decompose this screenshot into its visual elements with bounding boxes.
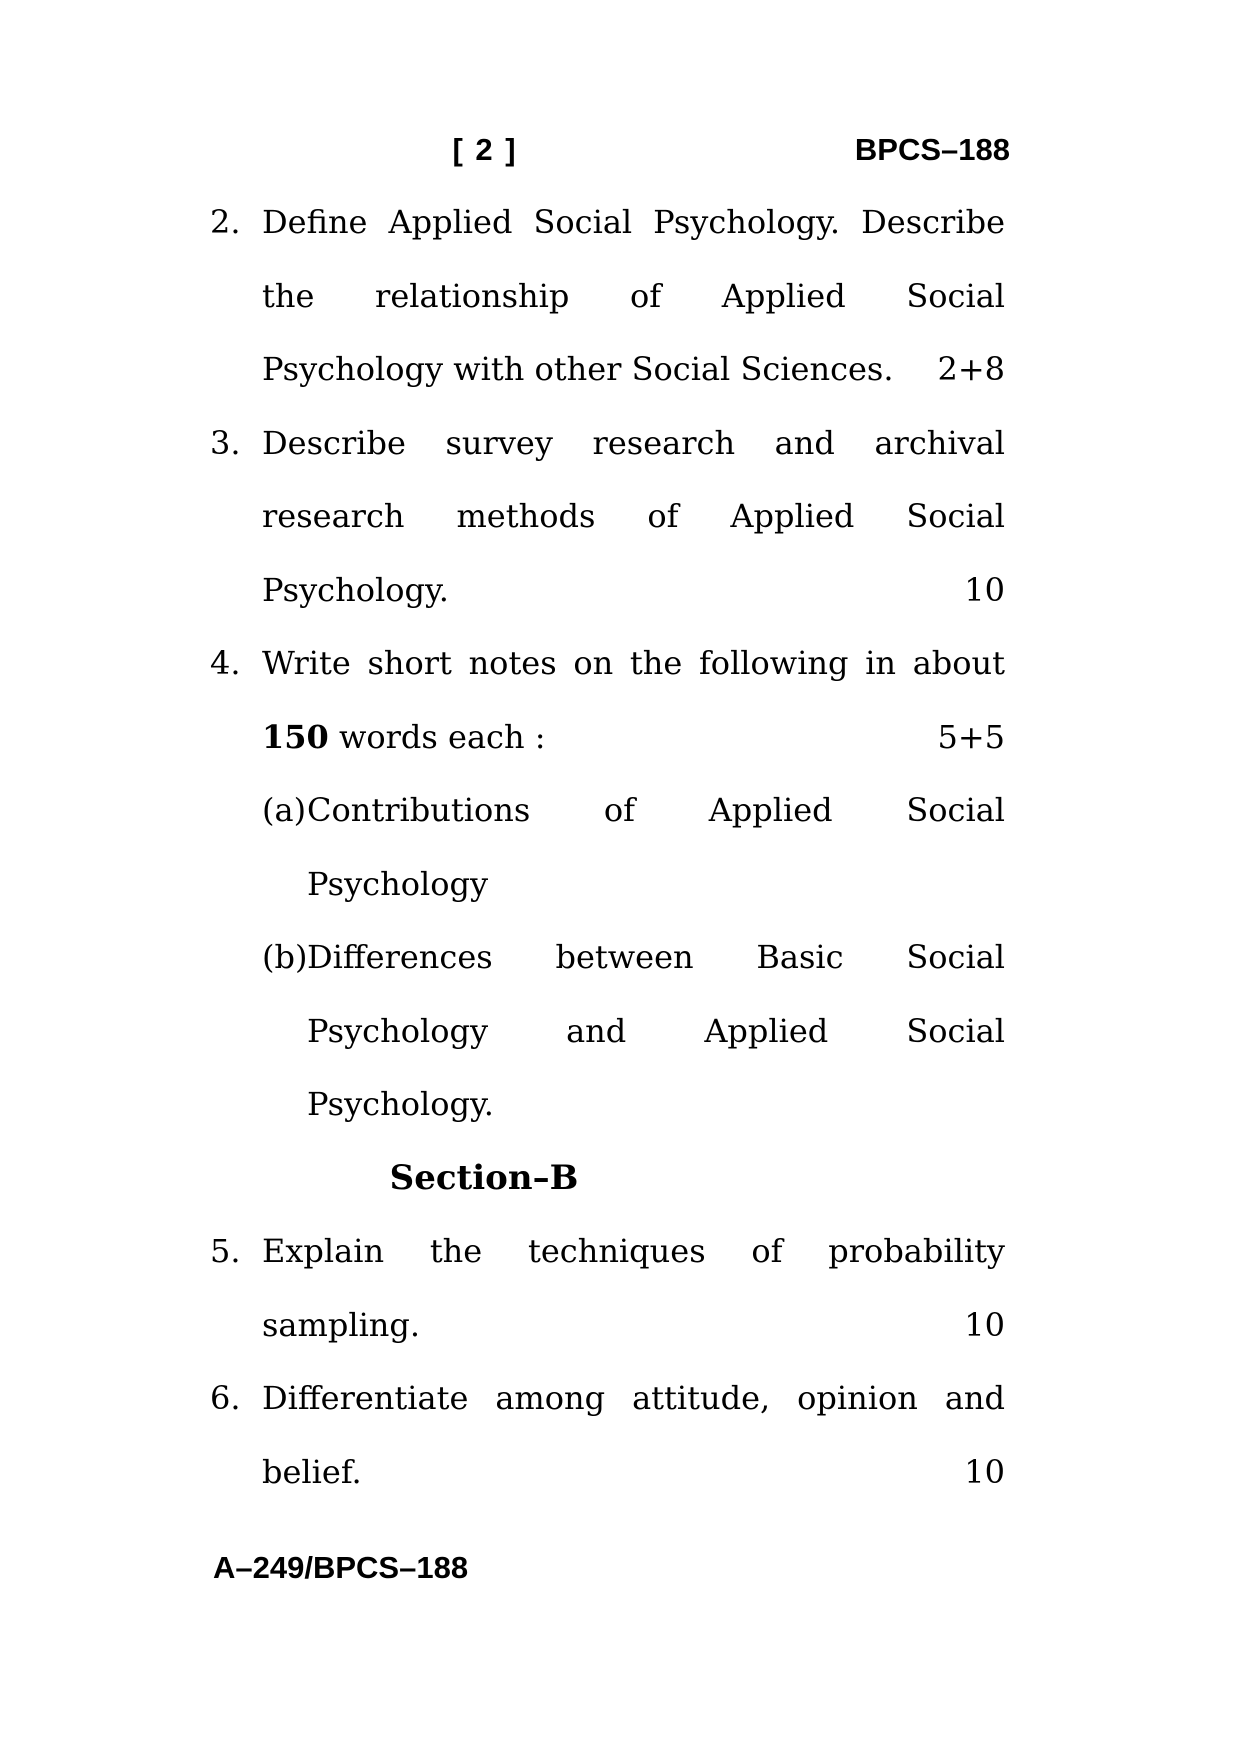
question-6-text-1: Differentiate among attitude, opinion and: [262, 1379, 1005, 1417]
question-4-text-2-rest: words each :: [328, 717, 546, 756]
question-4b-text-2: Psychology and Applied Social: [307, 1011, 1005, 1050]
question-6-number: 6.: [210, 1379, 241, 1417]
question-4a-text-1: Contributions of Applied Social: [307, 791, 1005, 829]
question-3-line-2: [210, 480, 1005, 554]
question-4b-text-3: Psychology.: [307, 1085, 494, 1123]
question-5-text-1: Explain the techniques of probability: [262, 1232, 1005, 1270]
question-2-text-2: the relationship of Applied Social: [262, 276, 1005, 315]
question-6-marks: 10: [964, 1452, 1005, 1491]
question-3-text-2: research methods of Applied Social: [262, 497, 1005, 535]
question-6-text-2: belief.: [262, 1452, 362, 1491]
question-2-line-1: [210, 186, 1005, 260]
question-4-number: 4.: [210, 644, 241, 682]
question-2-text-3: Psychology with other Social Sciences.: [262, 350, 894, 388]
question-4-line-2: [210, 701, 1005, 775]
question-2-number: 2.: [210, 203, 241, 241]
question-3-text-1: Describe survey research and archival: [262, 423, 1005, 462]
question-4b-line-2: [210, 995, 1005, 1069]
question-list: [210, 186, 1005, 1509]
question-3-line-3: [210, 554, 1005, 628]
question-5-number: 5.: [210, 1232, 241, 1270]
question-4b-label: (b): [262, 938, 308, 976]
question-5-marks: 10: [964, 1305, 1005, 1344]
question-4-text-1: Write short notes on the following in about: [262, 644, 1005, 682]
question-4-text-2: [262, 701, 917, 775]
question-5-line-2: [210, 1289, 1005, 1363]
word-count-emphasis: 150: [262, 717, 329, 756]
question-6-line-1: [210, 1362, 1005, 1436]
question-4a-text-2: Psychology: [307, 864, 489, 903]
course-code: BPCS–188: [854, 132, 1010, 167]
question-2-marks: 2+8: [937, 350, 1005, 388]
section-b-heading-row: [210, 1142, 1005, 1216]
paper-set-code: A–249/BPCS–188: [213, 1550, 469, 1585]
question-3-line-1: [210, 407, 1005, 481]
question-5-line-1: [210, 1215, 1005, 1289]
question-4a-line-2: [210, 848, 1005, 922]
question-5-text-2: sampling.: [262, 1305, 421, 1344]
section-b-title: Section–B: [389, 1157, 579, 1198]
question-3-text-3: Psychology.: [262, 570, 449, 609]
question-4b-line-1: [210, 921, 1005, 995]
question-3-marks: 10: [964, 570, 1005, 609]
question-2-line-3: [210, 333, 1005, 407]
question-4a-label: (a): [262, 791, 307, 829]
question-4b-line-3: [210, 1068, 1005, 1142]
question-6-line-2: [210, 1436, 1005, 1510]
question-4a-line-1: [210, 774, 1005, 848]
question-2-line-2: [210, 260, 1005, 334]
question-4b-text-1: Differences between Basic Social: [307, 938, 1005, 976]
question-2-text-1: Define Applied Social Psychology. Describe: [262, 203, 1005, 241]
question-3-number: 3.: [210, 423, 241, 462]
question-4-line-1: [210, 627, 1005, 701]
page-number: [ 2 ]: [452, 132, 518, 167]
question-4-marks: 5+5: [937, 717, 1005, 756]
